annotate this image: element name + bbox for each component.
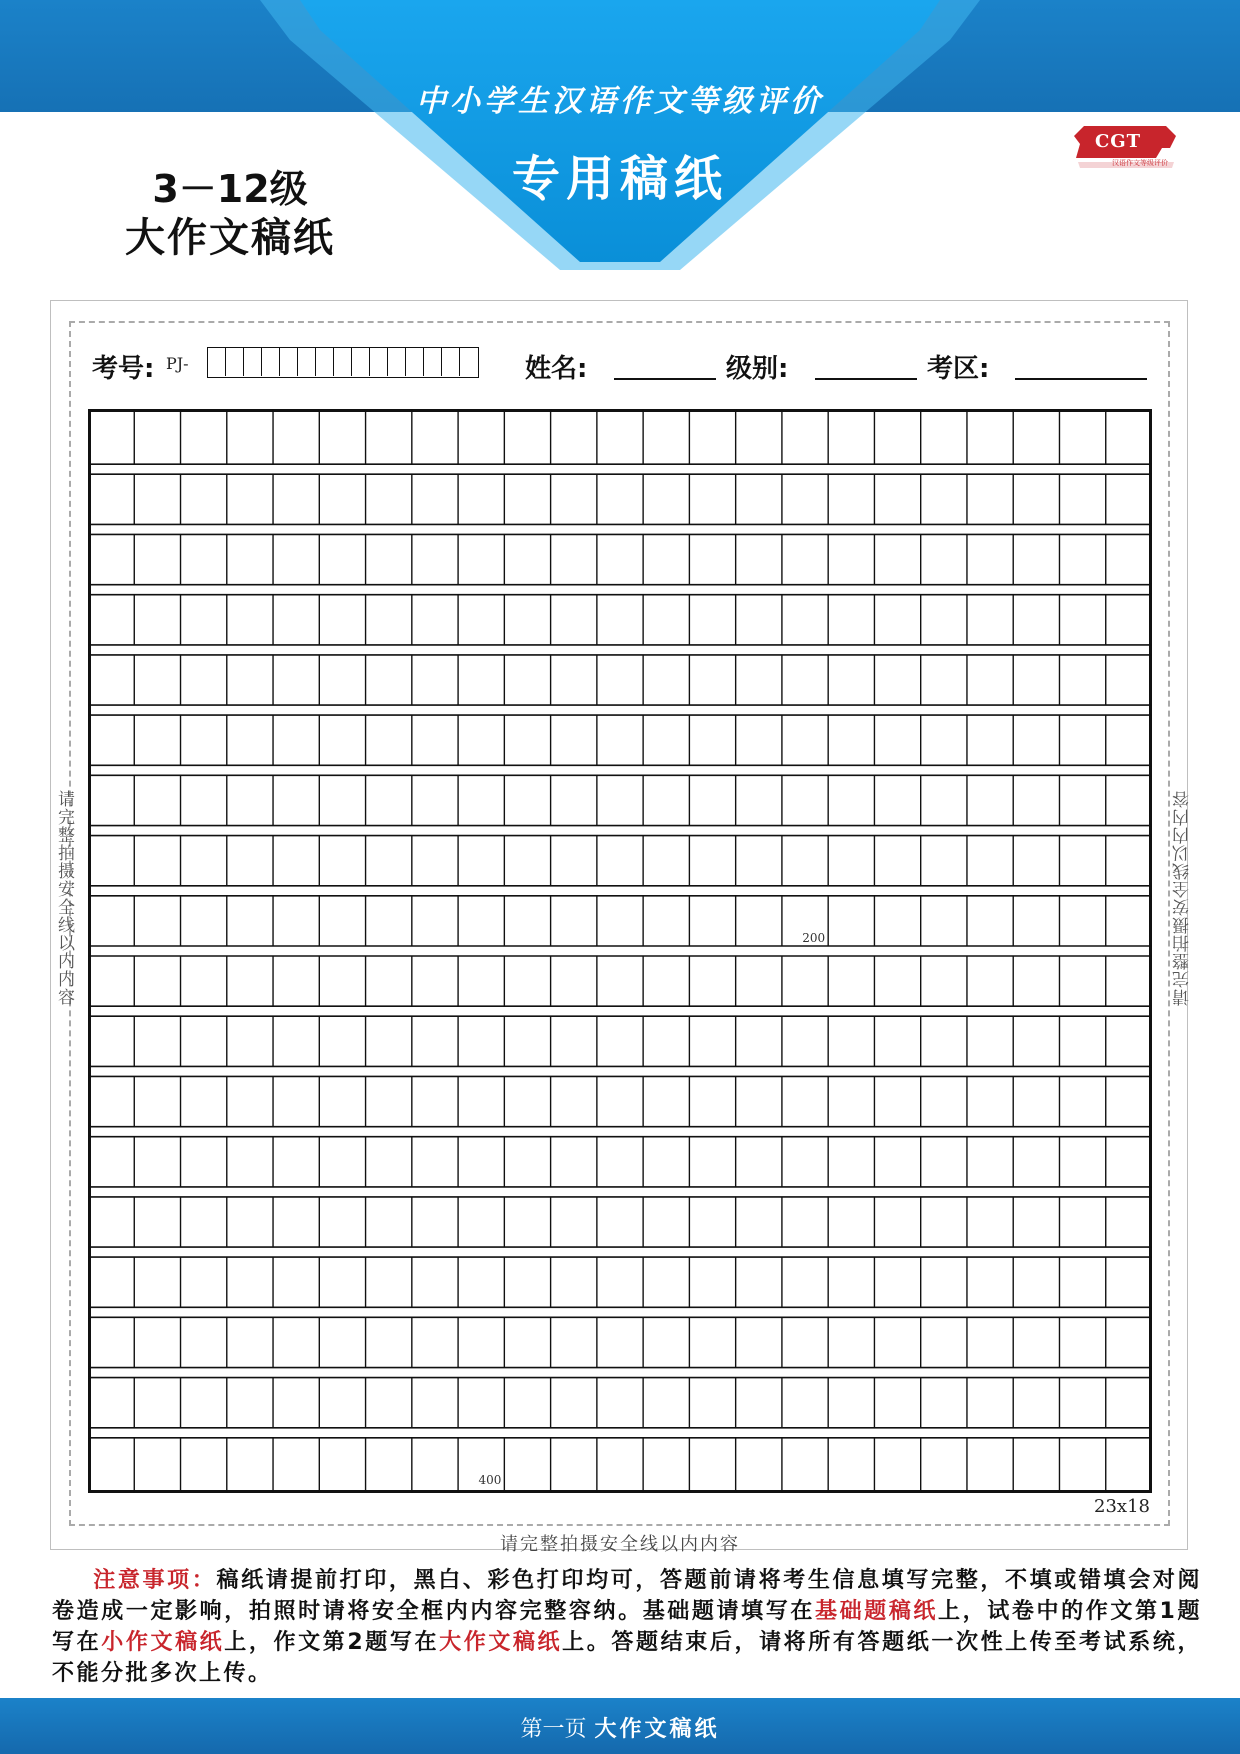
grid-row[interactable]: [88, 655, 1152, 705]
exam-number-box[interactable]: [316, 348, 334, 376]
writing-grid[interactable]: [88, 409, 1152, 1493]
bottom-note: 请完整拍摄安全线以内内容: [500, 1534, 740, 1555]
grid-row[interactable]: [88, 1438, 1152, 1493]
exam-number-boxes[interactable]: [207, 347, 479, 378]
exam-number-box[interactable]: [370, 348, 388, 376]
grid-row[interactable]: [88, 1137, 1152, 1187]
exam-number-box[interactable]: [226, 348, 244, 376]
grid-row[interactable]: [88, 409, 1152, 464]
area-label: 考区:: [927, 354, 990, 384]
grid-row[interactable]: [88, 1197, 1152, 1247]
grid-row[interactable]: [88, 1317, 1152, 1367]
exam-number-box[interactable]: [208, 348, 226, 376]
grid-count-marker: 200: [802, 931, 826, 945]
grid-row[interactable]: [88, 836, 1152, 886]
logo-subtext: 汉语作文等级评价: [1112, 159, 1168, 167]
footer-page-label: 第一页: [520, 1717, 587, 1742]
exam-number-box[interactable]: [262, 348, 280, 376]
sheet-title: 大作文稿纸: [125, 215, 335, 261]
notice-text-2: 上，试卷中的作文第1题写在: [52, 1599, 1202, 1655]
grid-row[interactable]: [88, 474, 1152, 524]
grid-row[interactable]: [88, 775, 1152, 825]
side-note-right: 请完整拍摄安全线以内内容: [1173, 790, 1193, 1006]
notice-paragraph: [52, 1565, 1202, 1689]
grid-border: [90, 411, 1151, 1492]
exam-number-box[interactable]: [352, 348, 370, 376]
header-title-line1: 中小学生汉语作文等级评价: [416, 84, 824, 119]
grid-row[interactable]: [88, 534, 1152, 584]
grid-size-label: 23x18: [1094, 1496, 1150, 1517]
grid-row[interactable]: [88, 956, 1152, 1006]
notice-text-4: 上。答题结束后，请将所有答题纸一次性上传至考试系统，不能分批多次上传。: [52, 1630, 1202, 1686]
grid-row[interactable]: [88, 896, 1152, 946]
grade-range: 3－12级: [152, 167, 308, 211]
exam-number-prefix: PJ-: [166, 354, 189, 373]
notice-highlight-small: 小作文稿纸: [101, 1630, 225, 1655]
grid-row[interactable]: [88, 715, 1152, 765]
grid-row[interactable]: [88, 1257, 1152, 1307]
exam-number-box[interactable]: [406, 348, 424, 376]
grid-row[interactable]: [88, 1378, 1152, 1428]
exam-number-box[interactable]: [460, 348, 478, 376]
level-label: 级别:: [726, 354, 789, 384]
name-label: 姓名:: [525, 354, 588, 384]
exam-number-label: 考号:: [92, 354, 155, 384]
header-title-line2: 专用稿纸: [511, 151, 728, 207]
notice-text-3: 上，作文第2题写在: [224, 1630, 440, 1655]
grid-count-marker: 400: [478, 1473, 502, 1487]
footer-sheet-name: 大作文稿纸: [594, 1717, 720, 1742]
notice-highlight-large: 大作文稿纸: [439, 1630, 563, 1655]
exam-number-box[interactable]: [334, 348, 352, 376]
notice-highlight-basic: 基础题稿纸: [814, 1599, 939, 1624]
grid-row[interactable]: [88, 595, 1152, 645]
area-field[interactable]: [1015, 378, 1147, 380]
grid-row[interactable]: [88, 1016, 1152, 1066]
logo-text: CGT: [1094, 131, 1142, 152]
exam-number-box[interactable]: [244, 348, 262, 376]
exam-number-box[interactable]: [442, 348, 460, 376]
notice-text-1: 稿纸请提前打印，黑白、彩色打印均可，答题前请将考生信息填写完整，不填或错填会对阅卷造成一定影响，拍照时请将安全框内内容完整容纳。基础题请填写在: [52, 1568, 1202, 1624]
name-field[interactable]: [614, 378, 716, 380]
exam-number-box[interactable]: [298, 348, 316, 376]
notice-label: 注意事项：: [93, 1568, 217, 1593]
grid-row[interactable]: [88, 1076, 1152, 1126]
level-field[interactable]: [815, 378, 917, 380]
footer-text: [0, 1712, 1240, 1743]
exam-number-box[interactable]: [424, 348, 442, 376]
side-note-left: 请完整拍摄安全线以内内容: [54, 790, 74, 1006]
exam-number-box[interactable]: [388, 348, 406, 376]
exam-number-box[interactable]: [280, 348, 298, 376]
